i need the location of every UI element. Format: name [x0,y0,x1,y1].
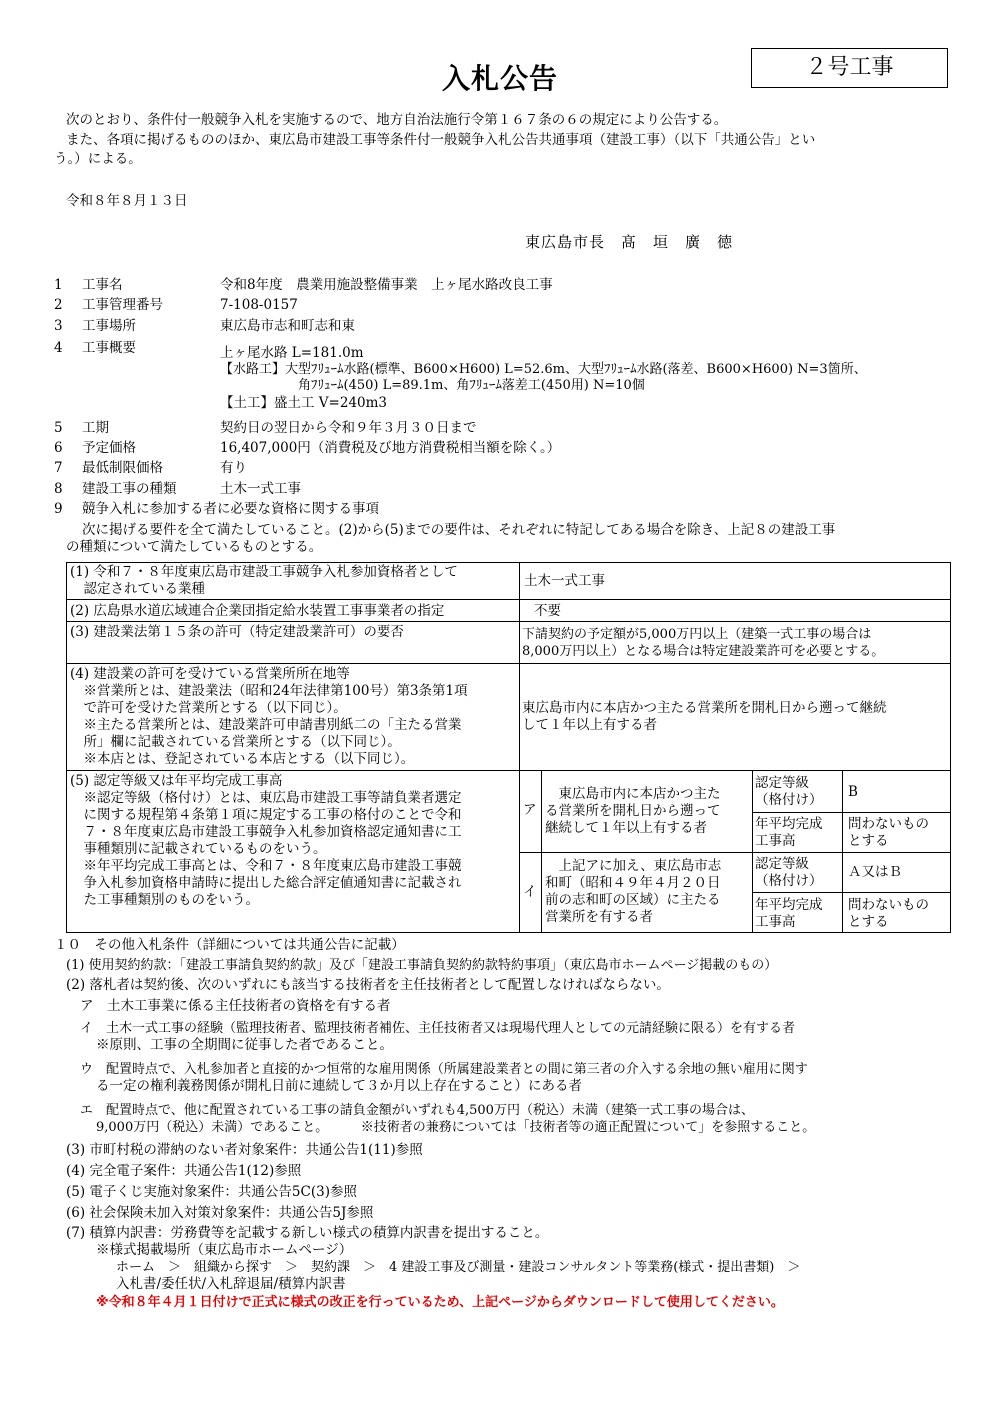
subrow-i-grade-value: Ａ又はＢ [848,864,902,880]
table-row-4-left-line: ※主たる営業所とは、建設業許可申請書別紙二の「主たる営業 [70,717,462,733]
table-row-5-left-line: ７・８年度東広島市建設工事競争入札参加資格認定通知書に工 [70,824,462,840]
table-row-4-left-line: で許可を受けた営業所とする（以下同じ）。 [70,700,347,716]
item-label-work-name: 工事名 [82,277,123,293]
table-row-2-left: (2) 広島県水道広域連合企業団指定給水装置工事事業者の指定 [70,603,445,619]
section-10-item-2: (2) 落札者は契約後、次のいずれにも該当する技術者を主任技術者として配置しなければならない。 [66,977,670,993]
table-row-1-left-line-2: 認定されている業種 [70,581,205,597]
item-value-management-number: 7-108-0157 [220,297,298,313]
table-row-5-left-line: た工事種類別のものをいう。 [70,892,259,908]
subrow-i-text-line: 上記アに加え、東広島市志 [545,858,722,874]
table-row-4-left-line: ※本店とは、登記されている本店とする（以下同じ）。 [70,751,415,767]
table-row-3-right-line-1: 下請契約の予定額が5,000万円以上（建築一式工事の場合は [522,627,872,642]
subrow-i-avg-value-line: 問わないもの [848,897,929,913]
table-row-4-left-line: ※営業所とは、建設業法（昭和24年法律第100号）第3条第1項 [70,683,468,699]
section-10-item-2e-line-1: エ 配置時点で、他に配置されている工事の請負金額がいずれも4,500万円（税込）未満（建築一式工事の場合は、 [80,1103,754,1118]
table-row-4-left-line: (4) 建設業の許可を受けている営業所所在地等 [70,666,350,682]
item-value-work-name: 令和8年度 農業用施設整備事業 上ヶ尾水路改良工事 [220,277,553,293]
qualification-intro-1: 次に掲げる要件を全て満たしていること。(2)から(5)までの要件は、それぞれに特記してある場合を除き、上記８の建設工事 [82,522,836,538]
subrow-a-grade-label-line: 認定等級 [755,775,809,791]
item-value-work-summary: 上ヶ尾水路 L=181.0m [220,345,364,361]
section-10-item-7-note: ※様式掲載場所（東広島市ホームページ） [96,1242,353,1258]
item-number: 2 [54,297,63,313]
table-row-5-left-line: (5) 認定等級又は年平均完成工事高 [70,773,283,789]
item-number: 4 [54,340,63,356]
section-10-item-2u-line-2: る一定の権利義務関係が開札日前に連続して３か月以上存在すること）にある者 [96,1078,582,1094]
section-10-item-2e-line-2: 9,000万円（税込）未満）であること。 ※技術者の兼務については「技術者等の適正配置について」を参照すること。 [96,1120,816,1135]
subrow-i-grade-label-line: （格付け） [755,873,823,889]
subrow-a-avg-label-line: 工事高 [755,833,796,849]
section-10-item-2u-line-1: ウ 配置時点で、入札参加者と直接的かつ恒常的な雇用関係（所属建設業者との間に第三者の介入する余地の無い雇用に関す [80,1062,808,1077]
subrow-a-text-line: 継続して１年以上有する者 [545,820,707,836]
subrow-a-grade-label-line: （格付け） [755,792,823,808]
table-row-1-left-line-1: (1) 令和７・８年度東広島市建設工事競争入札参加資格者として [70,564,458,580]
work-number-badge: ２号工事 [751,48,948,88]
table-row-5-left-line: ※認定等級（格付け）とは、東広島市建設工事等請負業者選定 [70,790,462,806]
site-path-link-2[interactable]: 入札書/委任状/入札辞退届/積算内訳書 [116,1276,346,1292]
section-10-item-2i-note: ※原則、工事の全期間に従事した者であること。 [96,1037,393,1053]
intro-paragraph-1: 次のとおり、条件付一般競争入札を実施するので、地方自治法施行令第１６７条の６の規定により公告する。 [66,112,728,128]
section-10-item-1: (1) 使用契約約款：「建設工事請負契約約款」及び「建設工事請負契約約款特約事項」（東広島市ホームページ掲載のもの） [66,958,778,973]
summary-line-2: 角ﾌﾘｭｰﾑ(450) L=89.1m、角ﾌﾘｭｰﾑ落差工(450用) N=10個 [298,378,645,393]
table-row-4-left-line: 所」欄に記載されている営業所とする（以下同じ）。 [70,734,401,750]
page-title: 入札公告 [441,62,558,95]
section-10-heading: １０ その他入札条件（詳細については共通公告に記載） [54,937,405,953]
item-number: 6 [54,440,63,456]
item-number: 1 [54,277,63,293]
table-row-5-left-line: 争入札参加資格申請時に提出した総合評定値通知書に記載され [70,875,462,891]
subrow-i-text-line: 前の志和町の区域）に主たる [545,892,721,908]
subrow-a-mark: ア [523,802,537,818]
section-10-item-5: (5) 電子くじ実施対象案件：共通公告5C(3)参照 [66,1184,357,1200]
table-row-3-left: (3) 建設業法第１５条の許可（特定建設業許可）の要否 [70,624,404,640]
item-value-period: 契約日の翌日から令和９年３月３０日まで [220,420,477,436]
subrow-i-grade-label-line: 認定等級 [755,856,809,872]
table-row-2-right: 不要 [534,603,561,619]
subrow-i-avg-label-line: 年平均完成 [755,897,823,913]
qualification-table [66,562,951,933]
intro-paragraph-2b: う。）による。 [54,151,142,167]
section-10-item-2i: イ 土木一式工事の経験（監理技術者、監理技術者補佐、主任技術者又は現場代理人としての元請経験に限る）を有する者 [80,1021,796,1036]
item-number: 9 [54,501,63,517]
table-row-5-left-line: に関する規程第４条第１項に規定する工事の格付のことで令和 [70,807,462,823]
qualification-intro-2: の種類について満たしているものとする。 [66,539,323,555]
summary-line-3: 【土工】盛土工 V=240m3 [220,395,388,411]
table-row-3-right-line-2: 8,000万円以上）となる場合は特定建設業許可を必要とする。 [522,644,885,659]
site-path-link[interactable]: ホーム ＞ 組織から探す ＞ 契約課 ＞ 4 建設工事及び測量・建設コンサルタント等業務(様式・提出書類) ＞ [116,1260,801,1275]
subrow-i-avg-label-line: 工事高 [755,914,796,930]
section-10-item-4: (4) 完全電子案件：共通公告1(12)参照 [66,1163,302,1179]
intro-paragraph-2a: また、各項に掲げるもののほか、東広島市建設工事等条件付一般競争入札公告共通事項（建設工事）（以下「共通公告」とい [66,132,816,148]
item-number: 3 [54,318,63,334]
item-value-estimated-price: 16,407,000円（消費税及び地方消費税相当額を除く。） [220,440,561,456]
item-label-period: 工期 [82,420,109,436]
table-row-4-right-line-2: して１年以上有する者 [522,717,657,733]
notice-date: 令和８年８月１３日 [66,193,188,209]
format-revision-notice: ※令和８年４月１日付けで正式に様式の改正を行っているため、上記ページからダウンロードして使用してください。 [96,1295,784,1310]
item-value-construction-type: 土木一式工事 [220,481,301,497]
section-10-item-3: (3) 市町村税の滞納のない者対象案件：共通公告1(11)参照 [66,1142,423,1158]
item-value-work-location: 東広島市志和町志和東 [220,318,355,334]
item-label-construction-type: 建設工事の種類 [82,481,177,497]
item-label-minimum-price: 最低制限価格 [82,460,163,476]
table-row-5-left-line: ※年平均完成工事高とは、令和７・８年度東広島市建設工事競 [70,858,462,874]
table-row-5-left-line: 事種類別に記載されているものをいう。 [70,841,327,857]
subrow-a-grade-value: B [848,784,858,800]
item-label-work-location: 工事場所 [82,318,136,334]
subrow-i-mark: イ [523,884,537,900]
item-label-estimated-price: 予定価格 [82,440,136,456]
subrow-i-avg-value-line: とする [848,914,889,930]
table-row-1-right: 土木一式工事 [524,573,605,589]
item-value-minimum-price: 有り [220,460,247,476]
signer-name: 東広島市長 髙 垣 廣 徳 [525,233,734,251]
subrow-a-avg-label-line: 年平均完成 [755,816,823,832]
subrow-i-text-line: 営業所を有する者 [545,909,653,925]
summary-line-1: 【水路工】大型ﾌﾘｭｰﾑ水路(標準、B600×H600) L=52.6m、大型ﾌﾘｭｰﾑ水路(落差、B600×H600) N=3箇所、 [220,362,867,377]
subrow-a-avg-value-line: とする [848,833,889,849]
subrow-i-text-line: 和町（昭和４９年４月２０日 [545,875,721,891]
subrow-a-text-line: る営業所を開札日から遡って [545,803,721,819]
item-label-work-summary: 工事概要 [82,340,136,356]
item-label-management-number: 工事管理番号 [82,297,163,313]
section-10-item-6: (6) 社会保険未加入対策対象案件：共通公告5J参照 [66,1205,374,1221]
item-number: 7 [54,460,63,476]
item-number: 8 [54,481,63,497]
subrow-a-avg-value-line: 問わないもの [848,816,929,832]
subrow-a-text-line: 東広島市内に本店かつ主た [545,786,721,802]
item-label-qualifications: 競争入札に参加する者に必要な資格に関する事項 [82,501,379,517]
section-10-item-2a: ア 土木工事業に係る主任技術者の資格を有する者 [80,998,391,1014]
section-10-item-7: (7) 積算内訳書：労務費等を記載する新しい様式の積算内訳書を提出すること。 [66,1225,549,1241]
item-number: 5 [54,420,63,436]
table-row-4-right-line-1: 東広島市内に本店かつ主たる営業所を開札日から遡って継続 [522,700,887,716]
